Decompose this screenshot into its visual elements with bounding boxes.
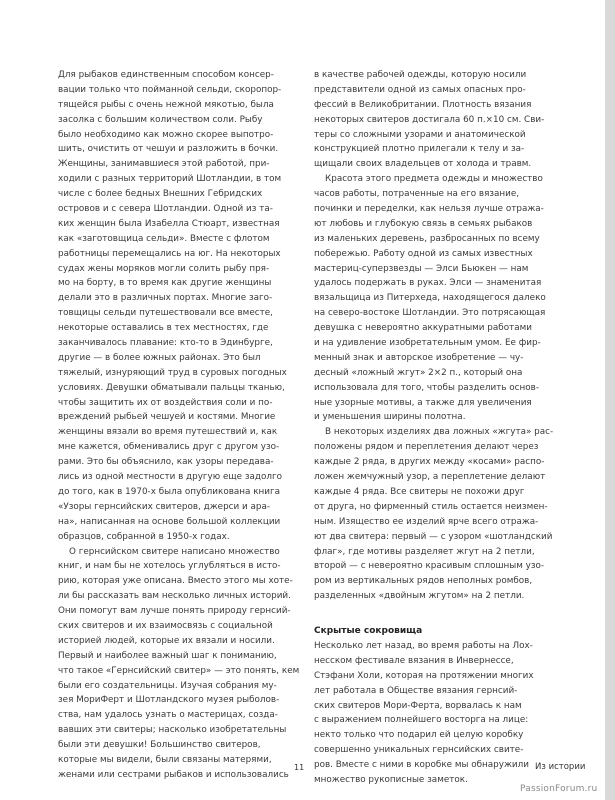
text-line: на северо-востоке Шотландии. Это потрясающая: [314, 308, 546, 319]
text-line: историей людей, которые их вязали и носили.: [58, 635, 275, 646]
text-line: фессий в Великобритании. Плотность вязания: [314, 99, 532, 110]
text-line: лет работала в Обществе вязания гернсий-: [314, 685, 518, 696]
text-line: ли бы рассказать вам несколько личных историй.: [58, 591, 291, 602]
text-line: шить, очистить от чешуи и разложить в бочки.: [58, 144, 279, 155]
text-line: в качестве рабочей одежды, которую носили: [314, 70, 527, 80]
text-line: рами. Это бы объяснило, как узоры передава-: [58, 457, 274, 468]
text-line: положены рядом и переплетения делают через: [314, 442, 539, 453]
text-line: побережью. Работу одной из самых известных: [314, 248, 533, 259]
text-line: Они помогут вам лучше понять природу гернсий-: [58, 606, 291, 617]
section-label: Из истории: [535, 762, 586, 772]
gray-sidebar-strip: [605, 0, 615, 800]
text-line: ров. Вместе с ними в коробке мы обнаружили: [314, 760, 529, 771]
text-line: заканчивалось плавание: кто-то в Эдинбурге,: [58, 338, 273, 349]
text-line: были эти девушки! Большинство свитеров,: [58, 740, 261, 751]
text-line: каждые 2 ряда, в других между «косами» распо-: [314, 457, 545, 468]
text-line: работницы перемещались на юг. На некоторых: [58, 248, 281, 259]
text-line: ских свитеров и их взаимосвязь с социальной: [58, 620, 273, 631]
text-line: ром из вертикальных рядов неполных ромбов,: [314, 576, 533, 587]
right-text-column: [314, 68, 557, 788]
paragraph-start-line: Красота этого предмета одежды и множество: [325, 174, 543, 185]
text-line: условиях. Девушки обматывали пальцы тканью,: [58, 382, 285, 393]
text-line: ные узорные мотивы, а также для увеличения: [314, 397, 532, 408]
text-line: починки и переделки, как нельзя лучше отража-: [314, 204, 544, 215]
text-line: вязальщица из Питерхеда, находящегося далеко: [314, 293, 546, 304]
text-line: мо на борту, в то время как другие женщины: [58, 278, 272, 289]
text-line: Женщины, занимавшиеся этой работой, при-: [58, 159, 270, 170]
text-line: некоторые оставались в тех местностях, где: [58, 323, 269, 334]
text-line: каждые 4 ряда. Все свитеры не похожи друг: [314, 486, 525, 497]
text-line: которые мы видели, были связаны матерями,: [58, 754, 272, 765]
text-line: книг, и нам бы не хотелось углубляться в исто-: [58, 561, 281, 572]
section-spacer: [314, 604, 557, 624]
text-line: женщины вязали во время путешествий и, как: [58, 427, 278, 438]
text-line: ходили с разных территорий Шотландии, в том: [58, 174, 282, 185]
text-line: до того, как в 1970-х была опубликована книга: [58, 486, 281, 497]
text-line: и на удивление изобретательным умом. Ее фир-: [314, 338, 541, 349]
text-line: товщицы сельди путешествовали все вместе,: [58, 308, 273, 319]
text-line: вреждений рыбьей чешуей и костями. Многие: [58, 412, 276, 423]
text-line: Для рыбаков единственным способом консер-: [58, 70, 274, 80]
paragraph-start-line: В некоторых изделиях два ложных «жгута» рас-: [325, 427, 554, 438]
text-line: несском фестивале вязания в Инвернессе,: [314, 655, 514, 666]
text-line: второй — с невероятно красивым сплошным узо-: [314, 561, 545, 572]
text-line: чтобы защитить их от воздействия соли и по-: [58, 397, 273, 408]
page-number: 11: [294, 763, 305, 772]
text-line: некоторых свитеров достигала 60 п.×10 см. Сви-: [314, 114, 545, 125]
text-line: с выражением полнейшего восторга на лице:: [314, 715, 529, 726]
text-line: ным. Изящество ее изделий ярче всего отража-: [314, 516, 539, 527]
text-line: удалось подержать в руках. Элси — знаменитая: [314, 278, 542, 289]
text-line: некто только что подарил ей целую коробку: [314, 730, 524, 741]
text-line: засолка с большим количеством соли. Рыбу: [58, 114, 263, 125]
text-line: девушка с невероятно аккуратными работами: [314, 323, 532, 334]
text-line: судах жены моряков могли солить рыбу пря-: [58, 263, 270, 274]
text-line: Несколько лет назад, во время работы на Лох-: [314, 640, 533, 651]
text-line: образцов, собранной в 1950-х годах.: [58, 531, 230, 542]
text-line: от друга, но фирменный стиль остается неизмен-: [314, 501, 548, 512]
text-line: теры со сложными узорами и анатомической: [314, 129, 526, 140]
text-line: и уменьшения ширины полотна.: [314, 412, 466, 423]
text-line: использовала для того, чтобы разделить основ-: [314, 382, 540, 393]
text-line: ских свитеров Мори-Ферта, ворвалась к нам: [314, 700, 522, 711]
text-line: десный «ложный жгут» 2×2 п., который она: [314, 367, 523, 378]
paragraph-start-line: О гернсийском свитере написано множество: [69, 546, 280, 557]
text-line: были его создательницы. Изучая собрания му-: [58, 680, 277, 691]
text-line: лись из одной местности в другую еще задолго: [58, 472, 283, 483]
text-line: зея МориФерт и Шотландского музея рыболов-: [58, 695, 280, 706]
text-line: Первый и наиболее важный шаг к пониманию,: [58, 650, 277, 661]
text-line: Стэфани Холи, которая на протяжении многих: [314, 670, 534, 681]
left-text-column: [58, 68, 301, 783]
text-line: на», написанная на основе большой коллекции: [58, 516, 281, 527]
text-line: что такое «Гернсийский свитер» — это понять, кем: [58, 665, 300, 676]
text-line: совершенно уникальных гернсийских свите-: [314, 745, 524, 756]
text-line: вавших эти свитеры; насколько изобретательны: [58, 725, 287, 736]
text-line: представители одной из самых опасных про-: [314, 84, 526, 95]
text-line: тящейся рыбы с очень нежной мякотью, была: [58, 99, 274, 110]
text-line: женами или сестрами рыбаков и использовались: [58, 769, 289, 780]
text-line: щищали своих владельцев от холода и травм.: [314, 159, 532, 170]
text-line: делали это в различных портах. Многие заго-: [58, 293, 273, 304]
text-line: ких женщин была Изабелла Стюарт, известная: [58, 218, 280, 229]
text-line: было необходимо как можно скорее выпотро-: [58, 129, 274, 140]
text-line: тяжелый, изнуряющий труд в суровых погодных: [58, 367, 287, 378]
text-line: менный знак и авторское изобретение — чу-: [314, 352, 524, 363]
text-line: вации только что пойманной сельди, скоропор-: [58, 84, 282, 95]
text-line: островов и с севера Шотландии. Одной из та-: [58, 204, 273, 215]
text-line: мастериц-суперзвезды — Элси Бьюкен — нам: [314, 263, 529, 274]
watermark: PassionForum.ru: [520, 784, 598, 794]
text-line: другие — в более южных районах. Это был: [58, 352, 261, 363]
text-line: множество рукописные заметок.: [314, 774, 468, 785]
text-line: числе с более бедных Внешних Гебридских: [58, 189, 263, 200]
text-line: мне кажется, обменивались друг с другом узо-: [58, 442, 280, 453]
text-line: ют два свитера: первый — с узором «шотландский: [314, 531, 553, 542]
text-line: как «заготовщица сельди». Вместе с флотом: [58, 233, 270, 244]
text-line: «Узоры гернсийских свитеров, джерси и ара-: [58, 501, 271, 512]
text-line: разделенных «двойным жгутом» на 2 петли.: [314, 591, 525, 602]
text-line: конструкцией плотно прилегали к телу и за-: [314, 144, 525, 155]
text-line: ства, нам удалось узнать о мастерицах, созда-: [58, 710, 278, 721]
text-line: флаг», где мотивы разделяет жгут на 2 петли,: [314, 546, 535, 557]
text-line: ют любовь и глубокую связь в семьях рыбаков: [314, 218, 533, 229]
text-line: часов работы, потраченные на его вязание,: [314, 189, 520, 200]
text-line: ложен жемчужный узор, а переплетение делают: [314, 472, 546, 483]
text-line: рию, которая уже описана. Вместо этого мы хоте-: [58, 576, 293, 587]
section-heading: Скрытые сокровища: [314, 626, 423, 637]
text-line: из маленьких деревень, разбросанных по всему: [314, 233, 540, 244]
